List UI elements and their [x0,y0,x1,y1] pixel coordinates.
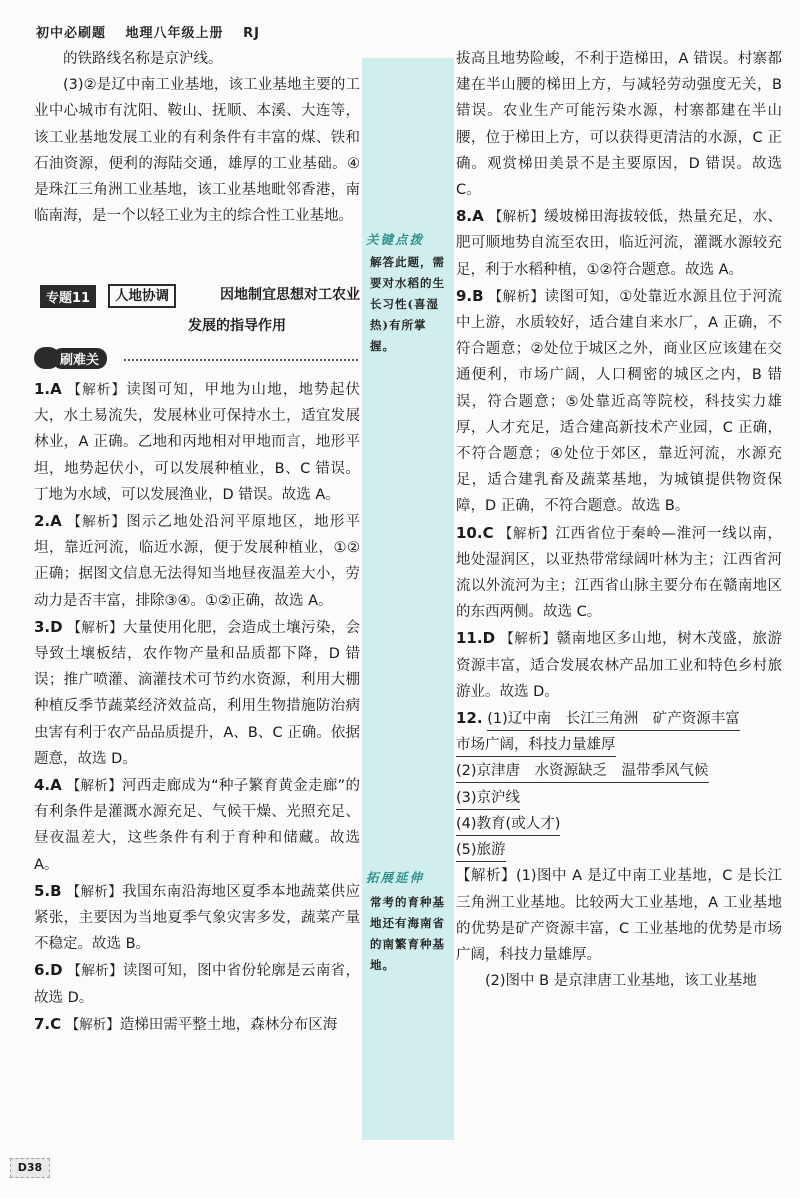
answer-line: (4)教育(或人才) [456,813,560,836]
right-column [456,46,782,994]
book-title: 初中必刷题 [36,26,107,41]
answer-line: 市场广阔，科技力量雄厚 [456,734,616,757]
answer-12-analysis-cont: (2)图中 B 是京津唐工业基地，该工业基地 [485,973,757,990]
answer-item: 6.D 【解析】读图可知，图中省份轮廓是云南省，故选 D。 [34,961,361,1006]
answer-item: 5.B 【解析】我国东南沿海地区夏季本地蔬菜供应紧张，主要因为当地夏季气象灾害多发，蔬菜产量不稳定。故选 B。 [34,881,360,953]
left-answers [34,376,360,1038]
answer-3-analysis: (3)②是辽中南工业基地，该工业基地主要的工业中心城市有沈阳、鞍山、抚顺、本溪、大连等，该工业基地发展工业的有利条件有丰富的煤、铁和石油资源，便利的海陆交通，雄厚的工业基础。④是珠江三角洲工业基地，该工业基地毗邻香港，南临南海，是一个以轻工业为主的综合性工业基地。 [34,77,360,225]
note-ext-text: 常考的育种基地还有海南省的南繁育种基地。 [370,895,445,972]
answer-item: 4.A 【解析】河西走廊成为“种子繁育黄金走廊”的有利条件是灌溉水源充足、气候干燥、光照充足、昼夜温差大，这些条件有利于育种和储藏。故选 A。 [34,776,361,873]
subject-title: 地理八年级上册 [125,26,224,41]
left-column-top [34,46,360,229]
note-key-title: 关键点拨 [366,232,425,247]
edition-label: RJ [243,26,260,41]
answer-12-number: 12. [456,709,483,728]
answer-item: 8.A 【解析】缓坡梯田海拔较低，热量充足，水、肥可顺地势自流至农田，临近河流，灌溉水源较充足，利于水稻种植，①②符合题意。故选 A。 [456,207,783,278]
page-number: D38 [10,1158,50,1178]
answer-12-analysis: 【解析】(1)图中 A 是辽中南工业基地，C 是长江三角洲工业基地。比较两大工业基地，A 工业基地的优势是矿产资源丰富，C 工业基地的优势是市场广阔，科技力量雄厚。 [456,868,782,963]
dotted-divider [124,359,358,361]
topic-title-line1: 因地制宜思想对工农业 [220,287,360,303]
note-key-text: 解答此题，需要对水稻的生长习性(喜湿热)有所掌握。 [370,255,445,353]
answer-line: (5)旅游 [456,839,506,862]
answer-item: 9.B 【解析】读图可知，①处靠近水源且位于河流中上游，水质较好，适合建自来水厂，A 正确，不符合题意；②处位于城区之外，商业区应该建在交通便利，市场广阔，人口稠密的城区之内，B 错误，符合题意；⑤处靠近高等院校，科技实力雄厚，人才充足，适合建高新技术产业园，C 正确，不符合题意；④处位于郊区，靠近河流，水源充足，适合建乳畜及蔬菜基地，为城镇提供物资保障，D 正确，不符合题意。故选 B。 [456,286,783,515]
answer-item: 3.D 【解析】大量使用化肥，会造成土壤污染，会导致土壤板结，农作物产量和品质都下降，D 错误；推广喷灌、滴灌技术可节约水资源，利用大棚种植反季节蔬菜经济效益高，利用生物措施防治病虫害有利于农产品品质提升，A、B、C 正确。依据题意，故选 D。 [34,617,361,767]
topic-title-line2: 发展的指导作用 [188,318,286,334]
answer-12 [456,705,782,994]
continued-text: 拔高且地势险峻，不利于造梯田，A 错误。村寨都建在半山腰的梯田上方，与减轻劳动强度无关，B 错误。农业生产可能污染水源，村寨都建在半山腰，位于梯田上方，可以获得更清洁的水源，C 正确。观赏梯田美景不是主要原因，D 错误。故选 C。 [456,51,782,199]
sidebar-strip [362,58,454,1140]
answer-item: 1.A 【解析】读图可知，甲地为山地，地势起伏大，水土易流失，发展林业可保持水土，适宜发展林业，A 正确。乙地和丙地相对甲地而言，地形平坦，地势起伏小，可以发展种植业，B、C 错误。丁地为水域，可以发展渔业，D 错误。故选 A。 [34,380,361,503]
answer-line: (2)京津唐 水资源缺乏 温带季风气候 [456,760,709,783]
continued-text: 的铁路线名称是京沪线。 [63,51,223,67]
topic-heading [34,283,360,343]
note-ext-title: 拓展延伸 [366,870,425,885]
answer-item: 10.C 【解析】江西省位于秦岭—淮河一线以南，地处湿润区，以亚热带常绿阔叶林为主；江西省河流以外流河为主；江西省山脉主要分布在赣南地区的东西两侧。故选 C。 [456,523,783,621]
section-label: 刷难关 [52,348,107,369]
section-banner [34,347,360,371]
answer-item: 7.C 【解析】造梯田需平整土地，森林分布区海 [34,1014,338,1033]
answer-line: (3)京沪线 [456,787,520,810]
topic-subtitle: 人地协调 [108,284,176,308]
topic-badge: 专题11 [40,285,96,308]
answer-item: 11.D 【解析】赣南地区多山地，树木茂盛，旅游资源丰富，适合发展农林产品加工业和特色乡村旅游业。故选 D。 [456,629,783,700]
answer-line: (1)辽中南 长江三角洲 矿产资源丰富 [487,708,740,731]
page-header [36,22,274,41]
answer-item: 2.A 【解析】图示乙地处沿河平原地区，地形平坦，靠近河流，临近水源，便于发展种植业，①②正确；据图文信息无法得知当地昼夜温差大小，劳动力是否丰富，排除③④。①②正确，故选 A。 [34,512,361,609]
